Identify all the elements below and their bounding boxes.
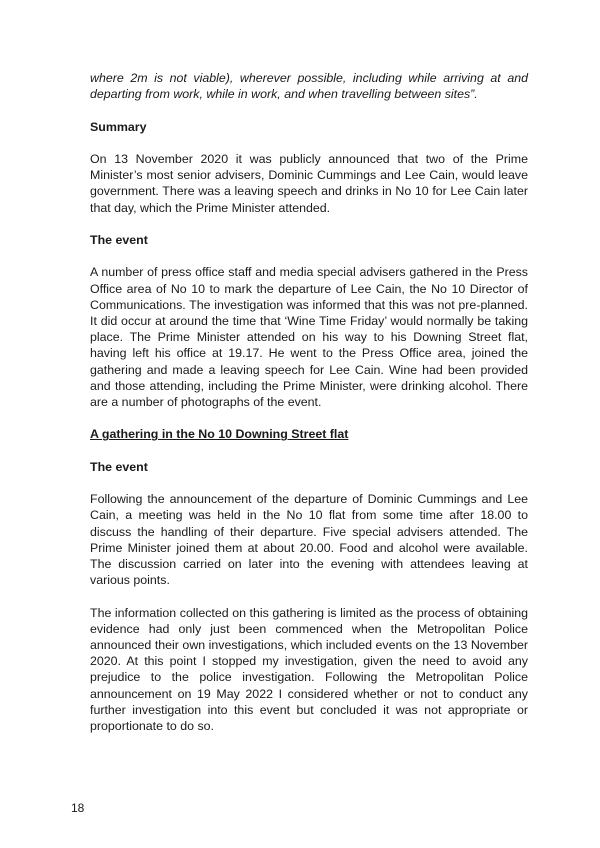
page-number: 18 [71,801,85,815]
summary-heading: Summary [90,119,147,134]
event-paragraph-1: A number of press office staff and media special advisers gathered in the Press Office area of No 10 to mark the departure of Lee Cain, the No 10 Director of Communications. The investigation was informed that this was not pre-planned. It did occur at around the time that ‘Wine Time Friday’ would normally be taking place. The Prime Minister attended on his way to his Downing Street flat, having left his office at 19.17. He went to the Press Office area, joined the gathering and made a leaving speech for Lee Cain. Wine had been provided and those attending, including the Prime Minister, were drinking alcohol. There are a number of photographs of the event. [90,265,528,409]
continuation-quote: where 2m is not viable), wherever possible, including while arriving at and departing from work, while in work, and when travelling between sites”. [90,71,528,102]
document-page [90,70,528,734]
event-heading-1: The event [90,232,148,247]
event-paragraph-3: The information collected on this gathering is limited as the process of obtaining evidence had only just been commenced when the Metropolitan Police announced their own investigations, which included events on the 13 November 2020. At this point I stopped my investigation, given the need to avoid any prejudice to the police investigation. Following the Metropolitan Police announcement on 19 May 2022 I considered whether or not to conduct any further investigation into this event but concluded it was not appropriate or proportionate to do so. [90,605,528,733]
section-heading: A gathering in the No 10 Downing Street flat [90,427,349,442]
event-heading-2: The event [90,459,148,474]
event-paragraph-2: Following the announcement of the departure of Dominic Cummings and Lee Cain, a meeting was held in the No 10 flat from some time after 18.00 to discuss the handling of their departure. Five special advisers attended. The Prime Minister joined them at about 20.00. Food and alcohol were available. The discussion carried on later into the evening with attendees leaving at various points. [90,492,528,588]
summary-paragraph: On 13 November 2020 it was publicly announced that two of the Prime Minister’s most senior advisers, Dominic Cummings and Lee Cain, would leave government. There was a leaving speech and drinks in No 10 for Lee Cain later that day, which the Prime Minister attended. [90,151,528,215]
